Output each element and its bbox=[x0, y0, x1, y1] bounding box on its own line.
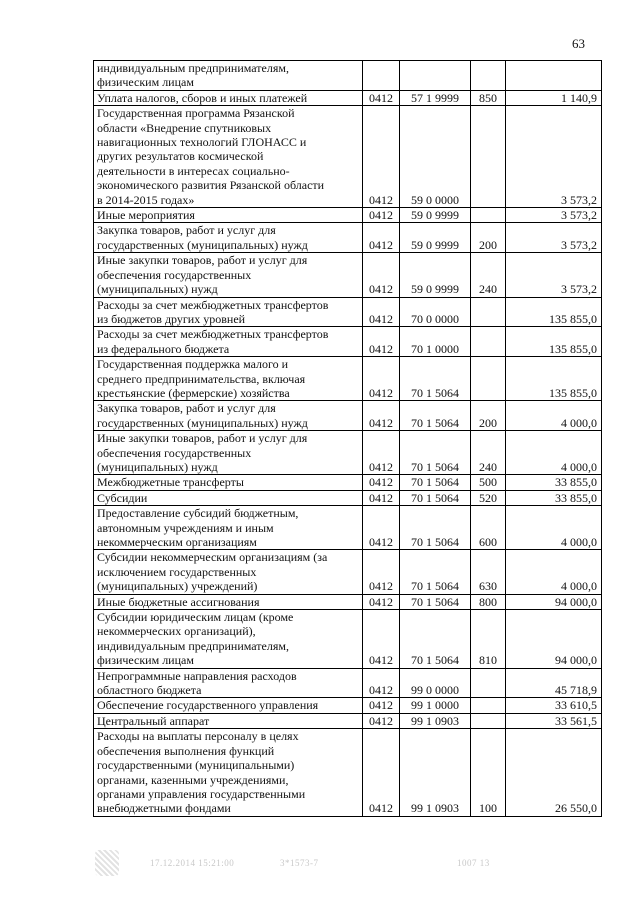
row-amount: 94 000,0 bbox=[506, 594, 602, 609]
row-amount: 135 855,0 bbox=[506, 297, 602, 327]
row-name: Закупка товаров, работ и услуг для государственных (муниципальных) нужд bbox=[94, 401, 363, 431]
row-target-code: 70 1 5064 bbox=[400, 490, 471, 505]
table-row bbox=[94, 594, 602, 609]
table-row bbox=[94, 223, 602, 253]
row-amount bbox=[506, 61, 602, 91]
row-section-code: 0412 bbox=[363, 506, 400, 550]
row-expense-type: 630 bbox=[471, 550, 506, 594]
row-section-code: 0412 bbox=[363, 357, 400, 401]
budget-table bbox=[93, 60, 602, 817]
table-row bbox=[94, 431, 602, 475]
row-name: Расходы на выплаты персоналу в целях обеспечения выполнения функций государственными (муниципальными) органами, казенными учреждениями, органами управления государственными внебюджетными фондами bbox=[94, 729, 363, 816]
row-amount: 33 561,5 bbox=[506, 713, 602, 728]
row-target-code: 70 1 5064 bbox=[400, 357, 471, 401]
row-amount: 45 718,9 bbox=[506, 668, 602, 698]
row-amount: 33 855,0 bbox=[506, 490, 602, 505]
table-row bbox=[94, 490, 602, 505]
row-expense-type: 850 bbox=[471, 90, 506, 105]
row-amount: 4 000,0 bbox=[506, 401, 602, 431]
row-target-code: 70 0 0000 bbox=[400, 297, 471, 327]
table-row bbox=[94, 357, 602, 401]
row-expense-type bbox=[471, 713, 506, 728]
row-target-code: 70 1 5064 bbox=[400, 550, 471, 594]
row-expense-type: 200 bbox=[471, 223, 506, 253]
row-section-code: 0412 bbox=[363, 106, 400, 208]
row-name: Субсидии юридическим лицам (кроме некоммерческих организаций), индивидуальным предпринимателям, физическим лицам bbox=[94, 610, 363, 669]
table-row bbox=[94, 401, 602, 431]
row-section-code: 0412 bbox=[363, 550, 400, 594]
row-name: Межбюджетные трансферты bbox=[94, 475, 363, 490]
row-target-code: 70 1 5064 bbox=[400, 610, 471, 669]
row-section-code bbox=[363, 61, 400, 91]
table-row bbox=[94, 208, 602, 223]
row-name: Расходы за счет межбюджетных трансфертов из федерального бюджета bbox=[94, 327, 363, 357]
footer-reference: 1007 13 bbox=[457, 858, 490, 868]
row-name: Иные мероприятия bbox=[94, 208, 363, 223]
row-amount: 33 610,5 bbox=[506, 698, 602, 713]
table-row bbox=[94, 253, 602, 297]
row-section-code: 0412 bbox=[363, 90, 400, 105]
row-amount: 135 855,0 bbox=[506, 327, 602, 357]
row-section-code: 0412 bbox=[363, 713, 400, 728]
row-amount: 26 550,0 bbox=[506, 729, 602, 816]
row-section-code: 0412 bbox=[363, 594, 400, 609]
row-name: Закупка товаров, работ и услуг для государственных (муниципальных) нужд bbox=[94, 223, 363, 253]
row-expense-type: 240 bbox=[471, 431, 506, 475]
row-expense-type bbox=[471, 106, 506, 208]
row-section-code: 0412 bbox=[363, 431, 400, 475]
row-target-code: 59 0 9999 bbox=[400, 223, 471, 253]
table-row bbox=[94, 550, 602, 594]
row-target-code: 59 0 0000 bbox=[400, 106, 471, 208]
row-section-code: 0412 bbox=[363, 208, 400, 223]
row-name: Иные закупки товаров, работ и услуг для обеспечения государственных (муниципальных) нужд bbox=[94, 253, 363, 297]
table-row bbox=[94, 327, 602, 357]
row-name: индивидуальным предпринимателям, физическим лицам bbox=[94, 61, 363, 91]
row-amount: 135 855,0 bbox=[506, 357, 602, 401]
row-section-code: 0412 bbox=[363, 253, 400, 297]
row-section-code: 0412 bbox=[363, 610, 400, 669]
row-amount: 33 855,0 bbox=[506, 475, 602, 490]
row-section-code: 0412 bbox=[363, 668, 400, 698]
row-section-code: 0412 bbox=[363, 327, 400, 357]
row-expense-type: 520 bbox=[471, 490, 506, 505]
row-section-code: 0412 bbox=[363, 223, 400, 253]
budget-table-body bbox=[94, 61, 602, 817]
row-amount: 3 573,2 bbox=[506, 208, 602, 223]
row-target-code: 99 1 0903 bbox=[400, 713, 471, 728]
row-section-code: 0412 bbox=[363, 401, 400, 431]
row-expense-type bbox=[471, 357, 506, 401]
table-row bbox=[94, 610, 602, 669]
page-number: 63 bbox=[572, 36, 585, 51]
table-row bbox=[94, 698, 602, 713]
row-target-code: 70 1 5064 bbox=[400, 475, 471, 490]
footer-timestamp: 17.12.2014 15:21:00 bbox=[150, 858, 235, 868]
row-target-code: 70 1 0000 bbox=[400, 327, 471, 357]
row-name: Иные бюджетные ассигнования bbox=[94, 594, 363, 609]
row-name: Предоставление субсидий бюджетным, автономным учреждениям и иным некоммерческим организациям bbox=[94, 506, 363, 550]
row-amount: 4 000,0 bbox=[506, 550, 602, 594]
row-expense-type: 800 bbox=[471, 594, 506, 609]
row-expense-type bbox=[471, 61, 506, 91]
table-row bbox=[94, 297, 602, 327]
row-target-code bbox=[400, 61, 471, 91]
table-row bbox=[94, 106, 602, 208]
row-name: Уплата налогов, сборов и иных платежей bbox=[94, 90, 363, 105]
row-name: Непрограммные направления расходов областного бюджета bbox=[94, 668, 363, 698]
row-name: Обеспечение государственного управления bbox=[94, 698, 363, 713]
row-section-code: 0412 bbox=[363, 729, 400, 816]
row-target-code: 59 0 9999 bbox=[400, 253, 471, 297]
row-target-code: 59 0 9999 bbox=[400, 208, 471, 223]
footer-code: 3*1573-7 bbox=[280, 858, 319, 868]
row-name: Субсидии некоммерческим организациям (за исключением государственных (муниципальных) учреждений) bbox=[94, 550, 363, 594]
row-target-code: 99 1 0903 bbox=[400, 729, 471, 816]
row-amount: 3 573,2 bbox=[506, 253, 602, 297]
row-expense-type bbox=[471, 297, 506, 327]
row-expense-type bbox=[471, 327, 506, 357]
table-row bbox=[94, 729, 602, 816]
table-row bbox=[94, 475, 602, 490]
row-name: Субсидии bbox=[94, 490, 363, 505]
row-amount: 3 573,2 bbox=[506, 106, 602, 208]
table-row bbox=[94, 713, 602, 728]
row-amount: 3 573,2 bbox=[506, 223, 602, 253]
table-row bbox=[94, 90, 602, 105]
row-target-code: 99 1 0000 bbox=[400, 698, 471, 713]
page-footer bbox=[95, 850, 615, 880]
row-target-code: 70 1 5064 bbox=[400, 431, 471, 475]
row-expense-type bbox=[471, 698, 506, 713]
row-expense-type: 200 bbox=[471, 401, 506, 431]
row-section-code: 0412 bbox=[363, 297, 400, 327]
row-expense-type: 810 bbox=[471, 610, 506, 669]
row-amount: 4 000,0 bbox=[506, 431, 602, 475]
row-target-code: 70 1 5064 bbox=[400, 594, 471, 609]
row-name: Иные закупки товаров, работ и услуг для обеспечения государственных (муниципальных) нужд bbox=[94, 431, 363, 475]
row-amount: 4 000,0 bbox=[506, 506, 602, 550]
scan-stamp-icon bbox=[95, 850, 119, 876]
row-name: Государственная поддержка малого и среднего предпринимательства, включая крестьянские (фермерские) хозяйства bbox=[94, 357, 363, 401]
row-amount: 1 140,9 bbox=[506, 90, 602, 105]
row-target-code: 57 1 9999 bbox=[400, 90, 471, 105]
table-row bbox=[94, 506, 602, 550]
row-target-code: 70 1 5064 bbox=[400, 506, 471, 550]
row-target-code: 99 0 0000 bbox=[400, 668, 471, 698]
row-name: Центральный аппарат bbox=[94, 713, 363, 728]
row-expense-type: 240 bbox=[471, 253, 506, 297]
row-name: Расходы за счет межбюджетных трансфертов из бюджетов других уровней bbox=[94, 297, 363, 327]
row-section-code: 0412 bbox=[363, 475, 400, 490]
table-row bbox=[94, 668, 602, 698]
row-section-code: 0412 bbox=[363, 490, 400, 505]
row-name: Государственная программа Рязанской области «Внедрение спутниковых навигационных технологий ГЛОНАСС и других результатов космической деятельности в интересах социально- экономического развития Рязанской области в 2014-2015 годах» bbox=[94, 106, 363, 208]
row-expense-type: 500 bbox=[471, 475, 506, 490]
row-expense-type bbox=[471, 668, 506, 698]
row-expense-type: 600 bbox=[471, 506, 506, 550]
row-target-code: 70 1 5064 bbox=[400, 401, 471, 431]
row-amount: 94 000,0 bbox=[506, 610, 602, 669]
row-expense-type bbox=[471, 208, 506, 223]
row-expense-type: 100 bbox=[471, 729, 506, 816]
row-section-code: 0412 bbox=[363, 698, 400, 713]
table-row bbox=[94, 61, 602, 91]
